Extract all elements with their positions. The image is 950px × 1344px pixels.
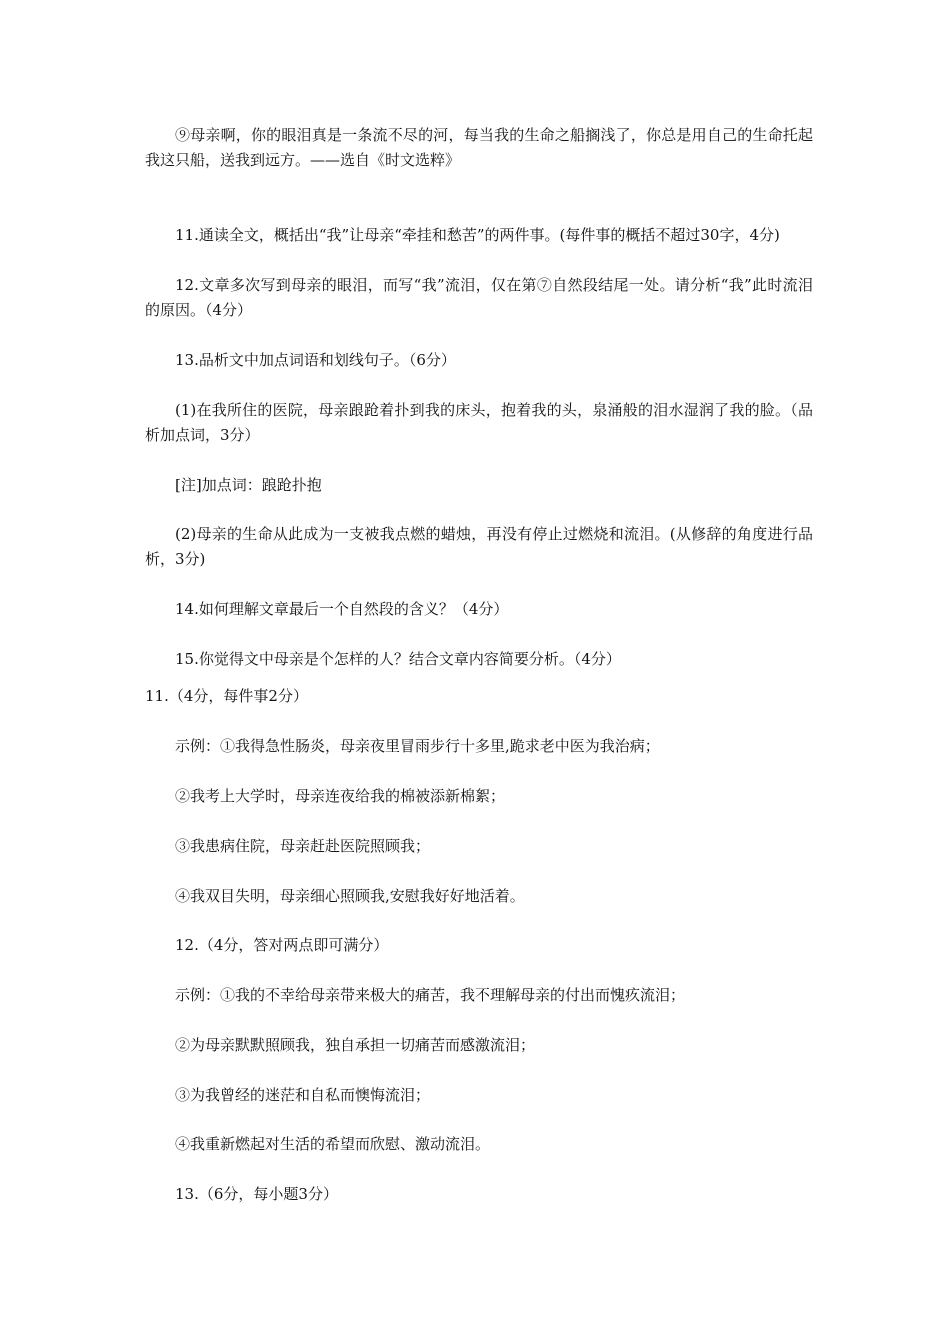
question-13-part-2: (2)母亲的生命从此成为一支被我点燃的蜡烛，再没有停止过燃烧和流泪。(从修辞的角度进行品析，3分)	[145, 525, 813, 568]
question-13-note: [注]加点词：踉跄扑抱	[175, 476, 322, 494]
passage-paragraph-9: ⑨母亲啊，你的眼泪真是一条流不尽的河，每当我的生命之船搁浅了，你总是用自己的生命托起我这只船，送我到远方。——选自《时文选粹》	[145, 126, 813, 169]
question-13-part-1: (1)在我所住的医院，母亲踉跄着扑到我的床头，抱着我的头，泉涌般的泪水湿润了我的脸。（品析加点词，3分）	[145, 401, 813, 444]
answer-13-heading: 13.（6分，每小题3分）	[175, 1185, 338, 1203]
answer-11-item-2: ②我考上大学时，母亲连夜给我的棉被添新棉絮；	[175, 787, 506, 805]
answer-11-heading: 11.（4分，每件事2分）	[145, 687, 308, 705]
answer-12-item-3: ③为我曾经的迷茫和自私而懊悔流泪；	[175, 1086, 431, 1104]
question-14: 14.如何理解文章最后一个自然段的含义？（4分）	[175, 600, 509, 618]
question-12: 12.文章多次写到母亲的眼泪，而写“我”流泪，仅在第⑦自然段结尾一处。请分析“我”此时流泪的原因。（4分）	[145, 276, 813, 319]
answer-12-heading: 12.（4分，答对两点即可满分）	[175, 936, 389, 954]
answer-12-item-2: ②为母亲默默照顾我，独自承担一切痛苦而感激流泪；	[175, 1036, 536, 1054]
answer-11-item-4: ④我双目失明，母亲细心照顾我,安慰我好好地活着。	[175, 887, 525, 905]
answer-12-item-1: 示例：①我的不幸给母亲带来极大的痛苦，我不理解母亲的付出而愧疚流泪；	[175, 986, 686, 1004]
answer-11-item-3: ③我患病住院，母亲赶赴医院照顾我；	[175, 837, 431, 855]
question-11: 11.通读全文，概括出“我”让母亲“牵挂和愁苦”的两件事。(每件事的概括不超过30字，4分)	[175, 226, 780, 244]
question-13: 13.品析文中加点词语和划线句子。（6分）	[175, 351, 456, 369]
answer-12-item-4: ④我重新燃起对生活的希望而欣慰、激动流泪。	[175, 1135, 491, 1153]
answer-11-item-1: 示例：①我得急性肠炎，母亲夜里冒雨步行十多里,跪求老中医为我治病；	[175, 737, 660, 755]
question-15: 15.你觉得文中母亲是个怎样的人？结合文章内容简要分析。（4分）	[175, 650, 621, 668]
